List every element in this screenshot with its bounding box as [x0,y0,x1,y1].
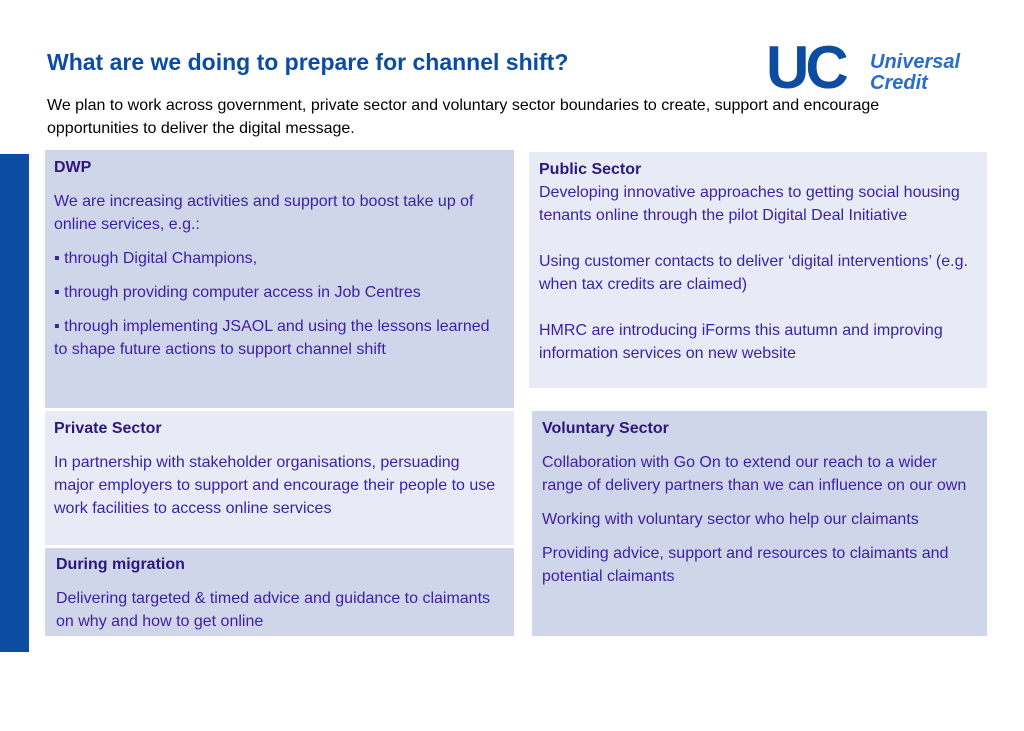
private-sector-heading: Private Sector [54,420,162,437]
migration-text: Delivering targeted & timed advice and guidance to claimants on why and how to get online [56,590,491,630]
public-sector-paragraph: HMRC are introducing iForms this autumn and improving information services on new website [539,322,943,362]
universal-credit-logo [766,34,976,101]
dwp-box [45,150,514,408]
logo-line-1: Universal [870,51,961,73]
voluntary-sector-heading: Voluntary Sector [542,420,669,437]
dwp-bullet: ▪ through providing computer access in Job Centres [54,284,421,301]
logo-wordmark [870,52,960,94]
left-accent-bar [0,154,29,652]
public-sector-heading: Public Sector [539,161,642,178]
voluntary-sector-paragraph: Collaboration with Go On to extend our reach to a wider range of delivery partners than we can influence on our own [542,454,967,494]
voluntary-sector-paragraph: Providing advice, support and resources to claimants and potential claimants [542,545,949,585]
private-sector-text: In partnership with stakeholder organisations, persuading major employers to support and encourage their people to use work facilities to access online services [54,454,496,517]
public-sector-paragraph: Using customer contacts to deliver ‘digital interventions’ (e.g. when tax credits are claimed) [539,253,968,293]
logo-mark: UC [766,34,845,101]
voluntary-sector-box [532,411,987,636]
dwp-bullet: ▪ through Digital Champions, [54,250,258,267]
page-title: What are we doing to prepare for channel shift? [47,49,569,75]
dwp-heading: DWP [54,159,92,176]
public-sector-box [529,152,987,388]
page-subtitle: We plan to work across government, private sector and voluntary sector boundaries to create, support and encourage opportunities to deliver the digital message. [47,97,880,137]
voluntary-sector-paragraph: Working with voluntary sector who help our claimants [542,511,919,528]
public-sector-paragraph: Developing innovative approaches to getting social housing tenants online through the pilot Digital Deal Initiative [539,184,960,224]
dwp-intro: We are increasing activities and support to boost take up of online services, e.g.: [54,193,474,233]
migration-box [45,548,514,636]
logo-line-2: Credit [870,72,928,94]
migration-heading: During migration [56,556,185,573]
private-sector-box [45,411,514,545]
dwp-bullet: ▪ through implementing JSAOL and using the lessons learned to shape future actions to support channel shift [54,318,490,358]
